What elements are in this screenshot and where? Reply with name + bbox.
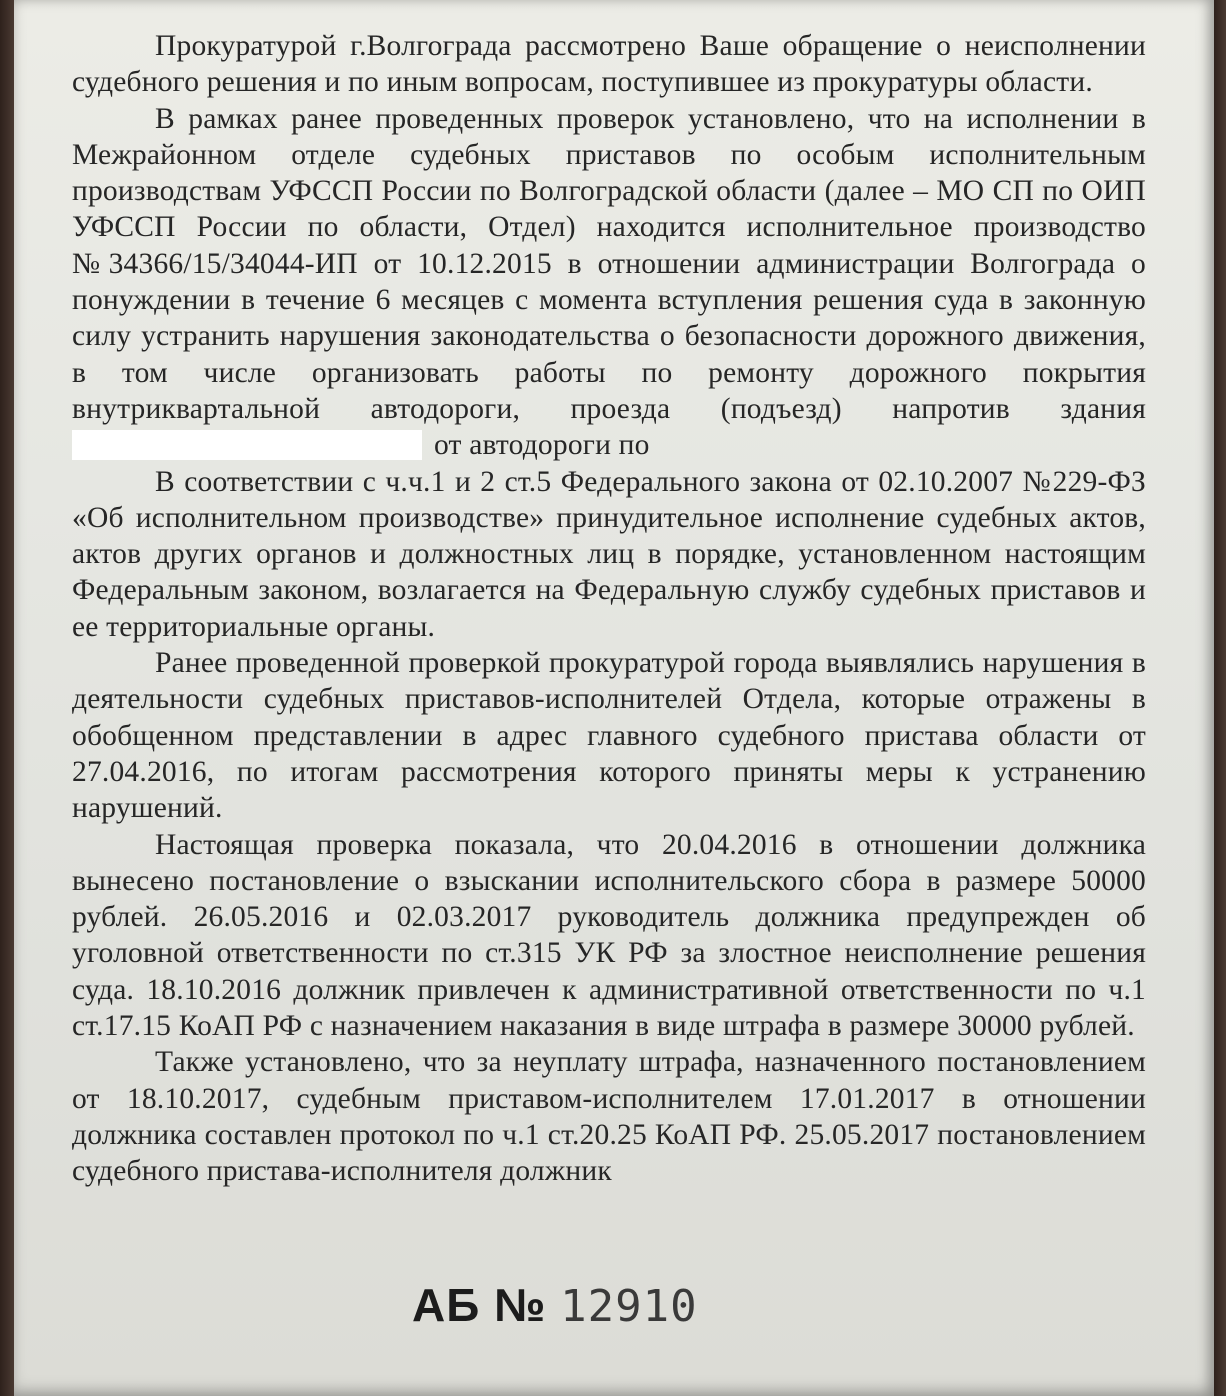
paragraph-intro: Прокуратурой г.Волгограда рассмотрено Ваше обращение о неисполнении судебного решения и по иным вопросам, поступившее из прокуратуры области. xyxy=(72,30,1146,99)
redaction-block xyxy=(72,430,422,460)
photo-right-edge xyxy=(1214,0,1226,1396)
document-sheet xyxy=(14,0,1214,1396)
paragraph-previous-check: Ранее проведенной проверкой прокуратурой города выявлялись нарушения в деятельности судебных приставов-исполнителей Отдела, которые отражены в обобщенном представлении в адрес главного судебного пристава области от 27.04.2016, по итогам рассмотрения которого приняты меры к устранению нарушений. xyxy=(72,647,1146,825)
form-number-stamp xyxy=(412,1278,698,1332)
paragraph-current-check: Настоящая проверка показала, что 20.04.2016 в отношении должника вынесено постановление о взыскании исполнительского сбора в размере 50000 рублей. 26.05.2016 и 02.03.2017 руководитель должника предупрежден об уголовной ответственности по ст.315 УК РФ за злостное неисполнение решения суда. 18.10.2016 должник привлечен к административной ответственности по ч.1 ст.17.15 КоАП РФ с назначением наказания в виде штрафа в размере 30000 рублей. xyxy=(72,828,1146,1043)
paragraph-enforcement: В рамках ранее проведенных проверок установлено, что на исполнении в Межрайонном отделе судебных приставов по особым исполнительным производствам УФССП России по Волгоградской области (далее – МО СП по ОИП УФССП России по области, Отдел) находится исполнительное производство №34366/15/34044-ИП от 10.12.2015 в отношении администрации Волгограда о понуждении в течение 6 месяцев с момента вступления решения суда в законную силу устранить нарушения законодательства о безопасности дорожного движения, в том числе организовать работы по ремонту дорожного покрытия внутриквартальной автодороги, проезда (подъезд) напротив здания xyxy=(72,102,1146,425)
document-body xyxy=(72,28,1146,1190)
stamp-series: АБ № xyxy=(412,1279,547,1331)
redacted-line-tail: от автодороги по xyxy=(434,429,650,462)
paragraph-redacted-line xyxy=(72,427,1146,463)
photo-left-edge xyxy=(0,0,14,1396)
stamp-number: 12910 xyxy=(560,1281,698,1332)
paragraph-law: В соответствии с ч.ч.1 и 2 ст.5 Федерального закона от 02.10.2007 №229-ФЗ «Об исполнительном производстве» принудительное исполнение судебных актов, актов других органов и должностных лиц в порядке, установленном настоящим Федеральным законом, возлагается на Федеральную службу судебных приставов и ее территориальные органы. xyxy=(72,465,1146,643)
paragraph-fine: Также установлено, что за неуплату штрафа, назначенного постановлением от 18.10.2017, судебным приставом-исполнителем 17.01.2017 в отношении должника составлен протокол по ч.1 ст.20.25 КоАП РФ. 25.05.2017 постановлением судебного пристава-исполнителя должник xyxy=(72,1046,1146,1188)
